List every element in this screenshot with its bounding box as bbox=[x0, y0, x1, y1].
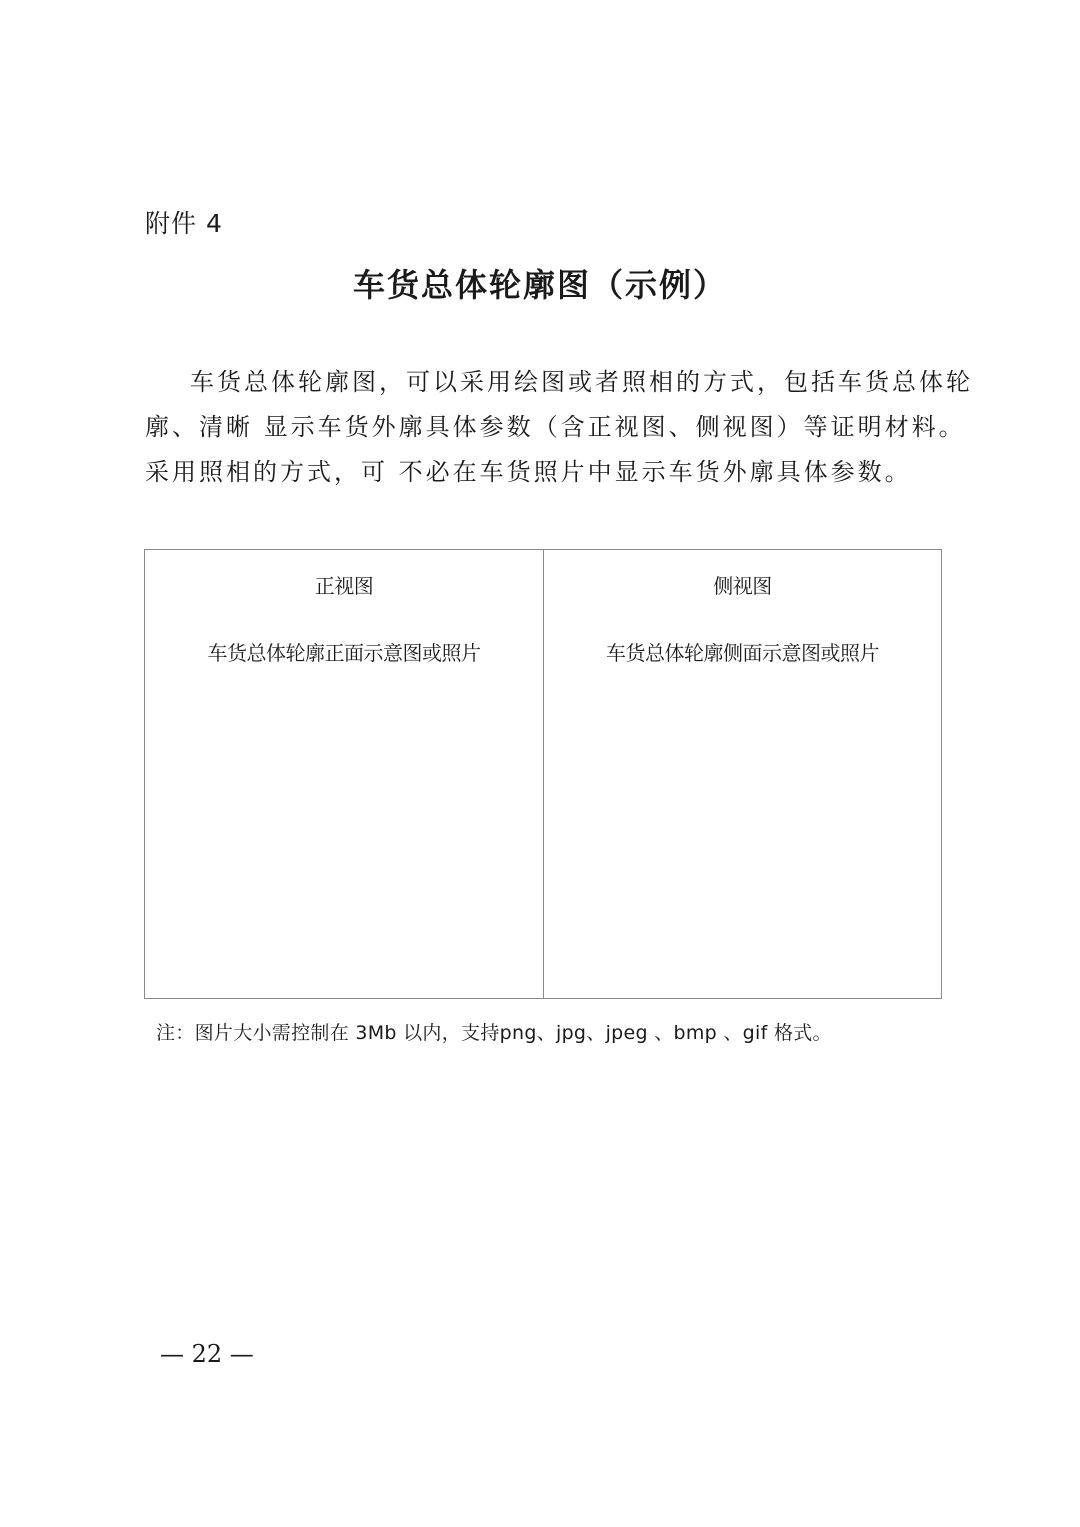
paragraph-line-3: 采用照相的方式，可 不必在车货照片中显示车货外廓具体参数。 bbox=[145, 458, 912, 486]
page-number: — 22 — bbox=[160, 1340, 254, 1368]
attachment-label: 附件 4 bbox=[145, 209, 223, 238]
side-view-description: 车货总体轮廓侧面示意图或照片 bbox=[606, 641, 879, 665]
page-title: 车货总体轮廓图（示例） bbox=[352, 266, 727, 304]
front-view-description: 车货总体轮廓正面示意图或照片 bbox=[207, 641, 481, 665]
front-view-cell bbox=[145, 550, 544, 998]
outline-diagram-table bbox=[144, 549, 942, 999]
side-view-cell bbox=[543, 550, 942, 998]
image-size-note: 注：图片大小需控制在 3Mb 以内，支持png、jpg、jpeg 、bmp 、gif 格式。 bbox=[156, 1022, 832, 1044]
front-view-heading: 正视图 bbox=[314, 574, 374, 598]
side-view-heading: 侧视图 bbox=[713, 574, 772, 598]
paragraph-line-2: 廓、清晰 显示车货外廓具体参数（含正视图、侧视图）等证明材料。 bbox=[145, 413, 966, 441]
paragraph-line-1: 车货总体轮廓图，可以采用绘图或者照相的方式，包括车货总体轮 bbox=[190, 368, 973, 396]
